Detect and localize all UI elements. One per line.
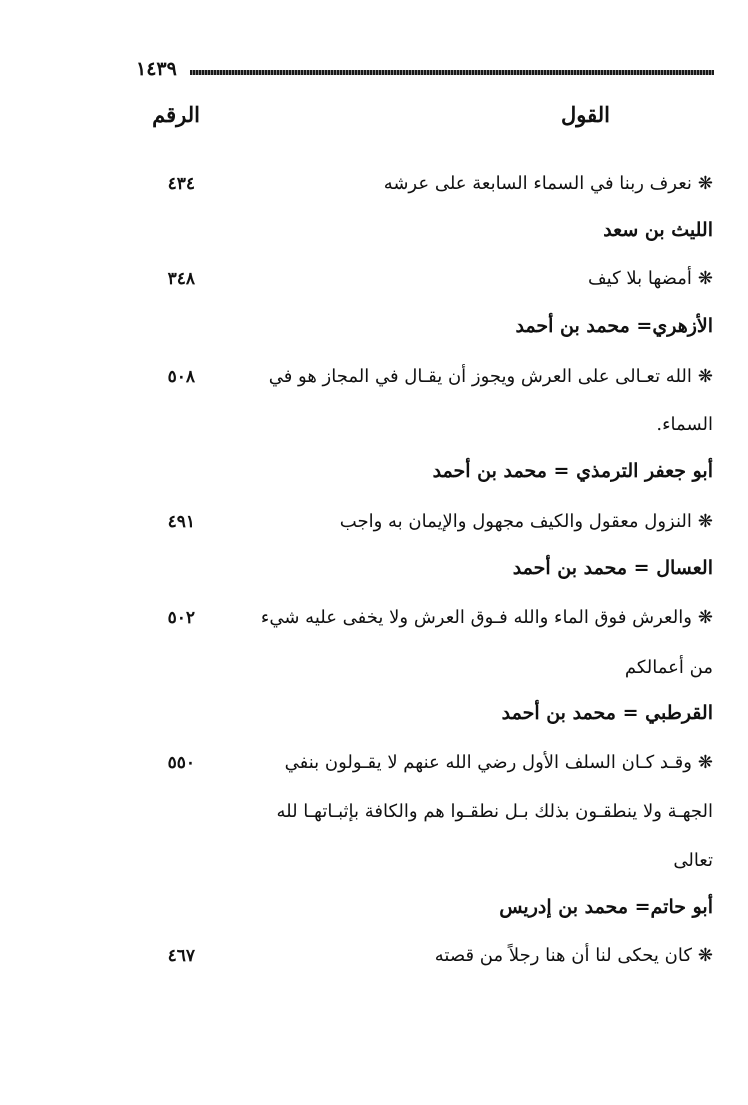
quote-text: أمضها بلا كيف bbox=[588, 268, 692, 289]
author-heading: العسال = محمد بن أحمد bbox=[512, 557, 713, 579]
quote-number: ٥٥٠ bbox=[167, 753, 195, 773]
bullet-star-icon: ❋ bbox=[697, 173, 713, 194]
quote-number: ٥٠٨ bbox=[167, 367, 195, 387]
quote-text: وقـد كـان السلف الأول رضي الله عنهم لا يقـولون بنفي bbox=[284, 752, 692, 773]
quote-line bbox=[269, 366, 713, 388]
bullet-star-icon: ❋ bbox=[697, 366, 713, 387]
quote-continuation: السماء. bbox=[656, 414, 713, 435]
quote-number: ٣٤٨ bbox=[167, 269, 195, 289]
quote-text: والعرش فوق الماء والله فـوق العرش ولا يخفى عليه شيء bbox=[260, 607, 692, 628]
bullet-star-icon: ❋ bbox=[697, 511, 713, 532]
author-heading: الأزهري= محمد بن أحمد bbox=[515, 315, 713, 337]
quote-line bbox=[261, 607, 713, 629]
author-heading: القرطبي = محمد بن أحمد bbox=[501, 702, 713, 724]
author-heading: الليث بن سعد bbox=[603, 219, 713, 241]
quote-number: ٤٩١ bbox=[167, 512, 195, 532]
bullet-star-icon: ❋ bbox=[697, 945, 713, 966]
quote-continuation: من أعمالكم bbox=[624, 657, 713, 678]
column-header-number: الرقم bbox=[152, 102, 200, 127]
page-number: ١٤٣٩ bbox=[136, 58, 177, 80]
quote-number: ٤٣٤ bbox=[167, 174, 195, 194]
quote-line bbox=[384, 173, 713, 195]
quote-line bbox=[285, 752, 713, 774]
column-header-saying: القول bbox=[561, 102, 610, 127]
quote-line bbox=[588, 268, 713, 290]
quote-continuation: تعالى bbox=[673, 850, 713, 871]
quote-text: كان يحكى لنا أن هنا رجلاً من قصته bbox=[434, 945, 692, 966]
quote-line bbox=[435, 945, 713, 967]
author-heading: أبو جعفر الترمذي = محمد بن أحمد bbox=[432, 460, 713, 482]
quote-number: ٥٠٢ bbox=[167, 608, 195, 628]
header-rule bbox=[190, 70, 714, 75]
bullet-star-icon: ❋ bbox=[697, 607, 713, 628]
quote-text: نعرف ربنا في السماء السابعة على عرشه bbox=[383, 173, 692, 194]
quote-text: النزول معقول والكيف مجهول والإيمان به واجب bbox=[339, 511, 692, 532]
quote-line bbox=[340, 511, 713, 533]
bullet-star-icon: ❋ bbox=[697, 268, 713, 289]
quote-continuation: الجهـة ولا ينطقـون بذلك بـل نطقـوا هم والكافة بإثبـاتهـا لله bbox=[276, 801, 713, 822]
quote-number: ٤٦٧ bbox=[167, 946, 195, 966]
author-heading: أبو حاتم= محمد بن إدريس bbox=[499, 896, 713, 918]
bullet-star-icon: ❋ bbox=[697, 752, 713, 773]
quote-text: الله تعـالى على العرش ويجوز أن يقـال في المجاز هو في bbox=[268, 366, 692, 387]
